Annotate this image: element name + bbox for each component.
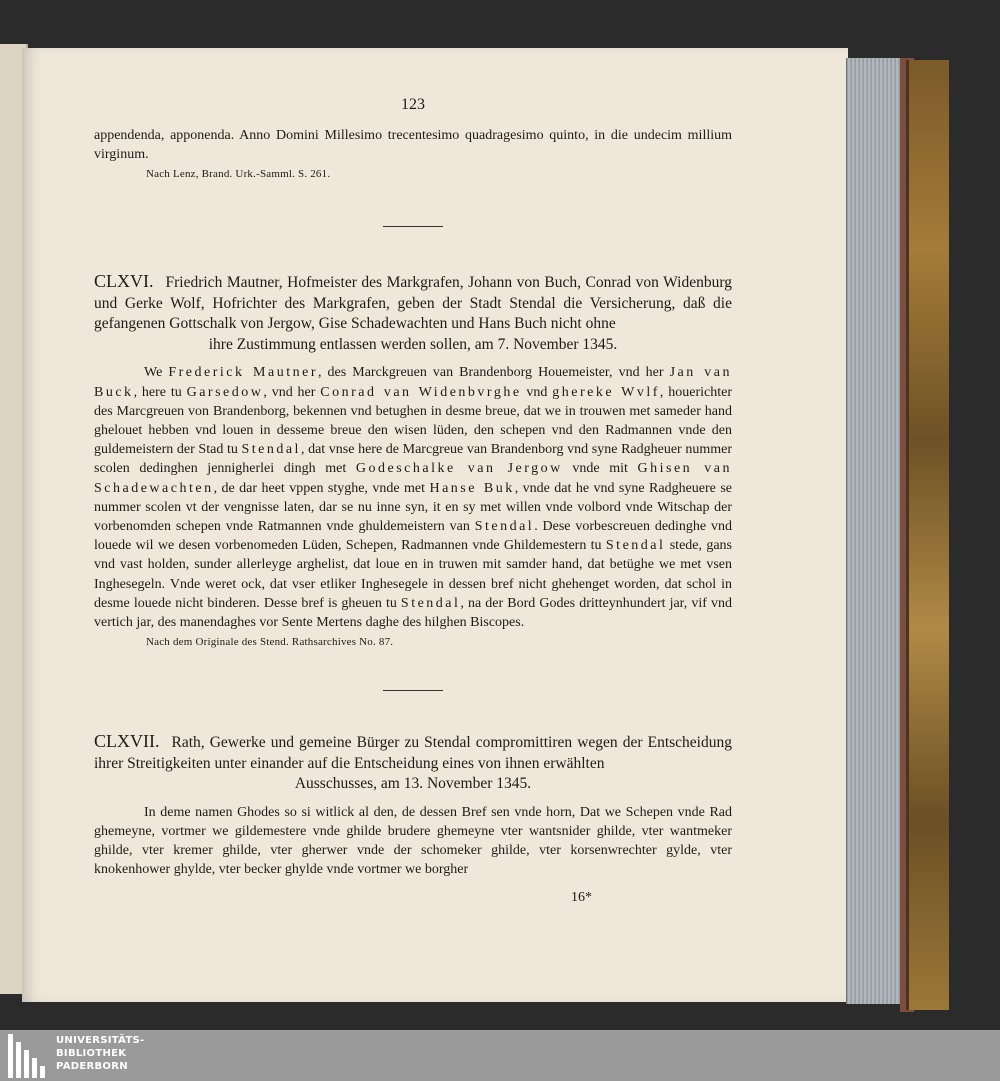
library-name — [56, 1034, 145, 1073]
place-name: Stendal — [241, 442, 301, 458]
place-name: Stendal — [400, 595, 461, 611]
person-name: ghereke Wvlf — [552, 384, 660, 400]
document-number: CLXVI. — [94, 271, 154, 292]
text-segment: stede, gans vnd vast holden, sunder allerleyge arghelist, dat loue en in truwen mit samder hand, dat betüghe we met vsen Inghesegeln. Vnde weret ock, dat vser etliker Inghesegele in dessen bref nicht ghehenget worden, dat schol in desme louede nicht binderen. Desse bref is gheuen tu — [94, 538, 732, 611]
text-segment: , vnd her — [263, 384, 321, 400]
place-name: Stendal — [605, 538, 666, 554]
text-segment: , dat vnse here de Marcgreue van Brandenborg vnd syne Radgheuer nummer scolen dedinghen jennigherlei dingh met — [94, 442, 732, 477]
marbled-cover — [906, 60, 949, 1010]
library-footer — [0, 1030, 1000, 1081]
heading-text: Rath, Gewerke und gemeine Bürger zu Stendal compromittiren wegen der Entscheidung ihrer Streitigkeiten unter einander auf die Entscheidung eines von ihnen erwählten — [94, 734, 732, 772]
text-segment: , here tu — [133, 384, 187, 400]
text-segment: , de dar heet vppen styghe, vnde met — [213, 480, 430, 496]
person-name: Ghisen van Schadewachten — [94, 461, 732, 496]
library-name-line: BIBLIOTHEK — [56, 1048, 127, 1059]
page-number: 123 — [401, 96, 425, 113]
signature-mark: 16* — [571, 889, 592, 905]
person-name: Frederick Mautner — [168, 365, 318, 381]
person-name: Conrad van Widenbvrghe — [320, 384, 522, 400]
person-name: Jan van Buck — [94, 365, 732, 400]
text-segment: vnd — [521, 384, 553, 400]
text-segment: , des Marckgreuen van Brandenborg Houemeister, vnd her — [317, 365, 670, 381]
document-body-167: In deme namen Ghodes so si witlick al den, de dessen Bref sen vnde horn, Dat we Schepen vnde Rad ghemeyne, vortmer we gildemestere vnde ghilde brudere ghemeyne vter wantsnider ghilde, vter wantmeker ghilde, vter kremer ghilde, vter gherwer vnde der schomeker ghilde, vter korsenwrechter gylde, vter knokenhower ghylde, vter becker ghylde vnde vortmer we borgher — [94, 804, 732, 878]
section-divider — [383, 226, 443, 227]
place-name: Stendal — [474, 519, 535, 535]
text-segment: . Dese vorbescreuen dedinghe vnd louede wil we desen vorbenomeden Lüden, Schepen, Radmannen vnde Ghildemestern tu — [94, 519, 732, 554]
place-name: Garsedow — [186, 384, 264, 400]
person-name: Godeschalke van Jergow — [355, 461, 563, 477]
document-heading-166 — [94, 271, 732, 355]
document-body-166 — [94, 363, 732, 632]
text-segment: , vnde dat he vnd syne Radgheuere se nummer scolen vt der vengnisse laten, dar se nu inne syn, it en sy met willen vnde volbord vnde Witschap der vorbenomden schepen vnde Ratmannen vnde ghuldemeistern van — [94, 480, 732, 535]
library-logo-icon — [8, 1034, 48, 1078]
intro-source: Nach Lenz, Brand. Urk.-Samml. S. 261. — [146, 168, 331, 181]
text-segment: , na der Bord Godes dritteynhundert jar, vif vnd vertich jar, des manendaghes vor Sente Mertens daghe des hilghen Biscopes. — [94, 595, 732, 631]
library-name-line: UNIVERSITÄTS- — [56, 1035, 145, 1046]
heading-last-line: ihre Zustimmung entlassen werden sollen, am 7. November 1345. — [208, 335, 618, 353]
document-heading-167 — [94, 731, 732, 795]
heading-text: Friedrich Mautner, Hofmeister des Markgrafen, Johann von Buch, Conrad von Widenburg und Gerke Wolf, Hofrichter des Markgrafen, geben der Stadt Stendal die Versicherung, daß die gefangenen Gottschalk von Jergow, Gise Schadewachten und Hans Buch nicht ohne — [94, 274, 732, 333]
section-divider — [383, 690, 443, 691]
page-content — [94, 96, 732, 906]
document-number: CLXVII. — [94, 731, 160, 752]
text-segment: vnde mit — [562, 461, 638, 477]
person-name: Hanse Buk — [429, 480, 515, 496]
intro-text: appendenda, apponenda. Anno Domini Millesimo trecentesimo quadragesimo quinto, in die undecim millium virginum. — [94, 128, 732, 163]
text-segment: , houerichter des Marcgreuen von Brandenborg, bekennen vnd betughen in desme breue, dat we in trouwen met sameder hand ghelouet hebben vnd louen in desseme breue den wisen lüden, den schepen vnd den Radmannen vnde den guldemeistern der Stad tu — [94, 384, 732, 458]
heading-last-line: Ausschusses, am 13. November 1345. — [294, 775, 532, 793]
library-name-line: PADERBORN — [56, 1061, 128, 1072]
text-segment: We — [144, 365, 169, 381]
document-source-166: Nach dem Originale des Stend. Rathsarchives No. 87. — [146, 636, 394, 649]
